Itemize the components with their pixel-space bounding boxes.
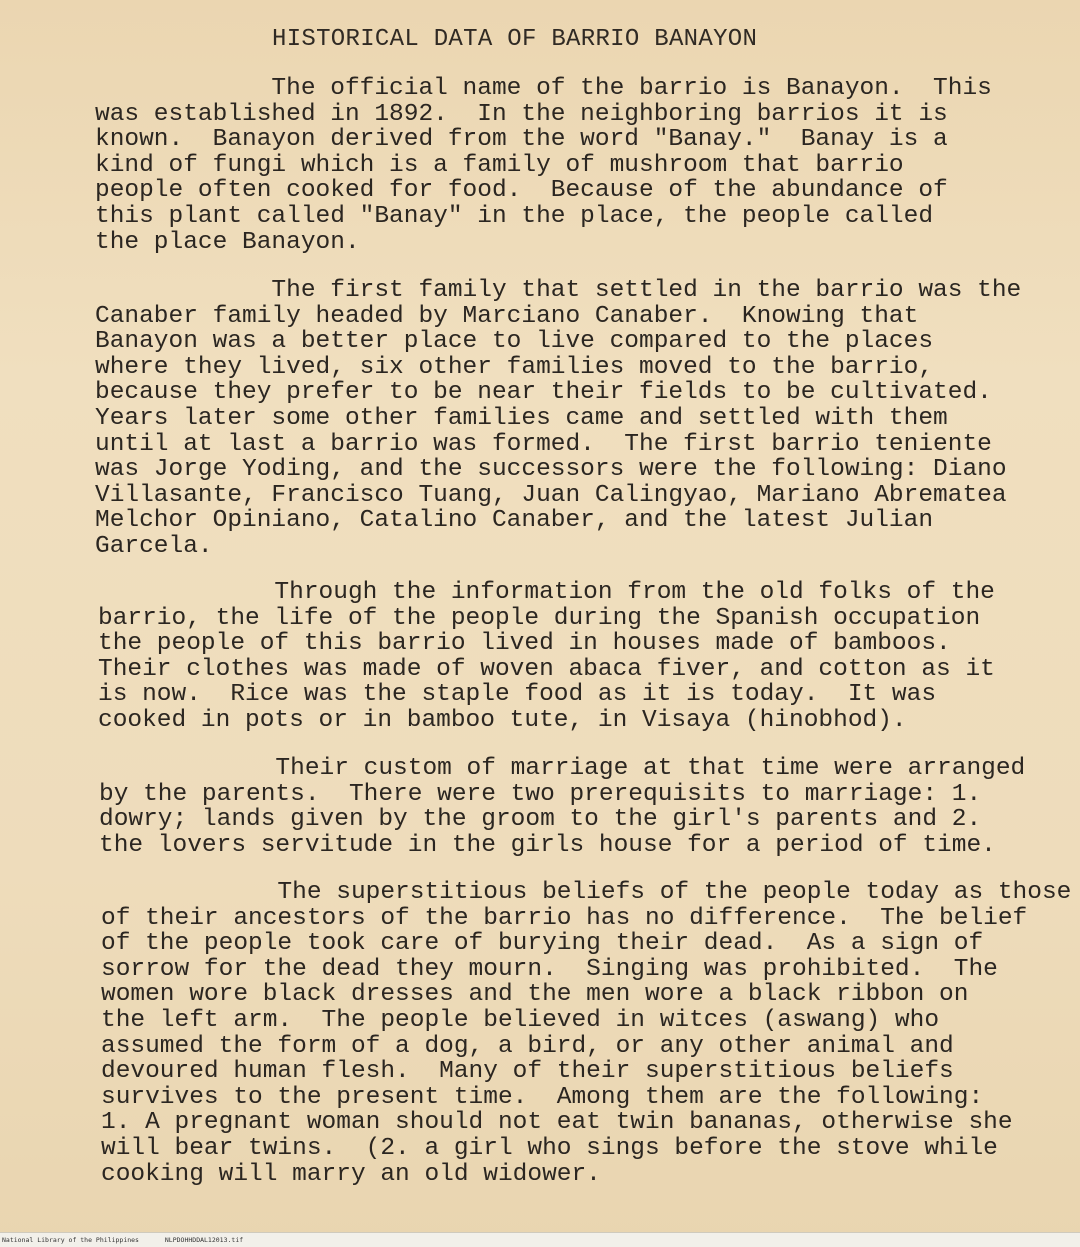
paragraph-marriage-customs: Their custom of marriage at that time were arranged by the parents. There were two prerequisits to marriage: 1. dowry; lands given by the groom to the girl's parents and 2. the lovers servitude in the girls house for a period of time. [99, 755, 1026, 859]
paragraph-superstitious-beliefs: The superstitious beliefs of the people today as those of their ancestors of the barrio has no difference. The belief of the people took care of burying their dead. As a sign of sorrow for the dead they mourn. Singing was prohibited. The women wore black dresses and the men wore a black ribbon on the left arm. The people believed in witces (aswang) who assumed the form of a dog, a bird, or any other animal and devoured human flesh. Many of their superstitious beliefs survives to the present time. Among them are the following: 1. A pregnant woman should not eat twin bananas, otherwise she will bear twins. (2. a girl who sings before the stove while cooking will marry an old widower. [101, 879, 1072, 1188]
paragraph-spanish-occupation: Through the information from the old folks of the barrio, the life of the people during the Spanish occupation the people of this barrio lived in houses made of bamboos. Their clothes was made of woven abaca fiver, and cotton as it is now. Rice was the staple food as it is today. It was cooked in pots or in bamboo tute, in Visaya (hinobhod). [98, 579, 995, 734]
document-title: HISTORICAL DATA OF BARRIO BANAYON [272, 26, 758, 53]
footer-institution: National Library of the Philippines [2, 1236, 139, 1244]
footer-file-id: NLPDOHHDDAL12013.tif [164, 1236, 244, 1244]
scan-footer [0, 1232, 1080, 1247]
paragraph-first-settlers: The first family that settled in the barrio was the Canaber family headed by Marciano Canaber. Knowing that Banayon was a better place to live compared to the places where they lived, six other families moved to the barrio, because they prefer to be near their fields to be cultivated. Years later some other families came and settled with them until at last a barrio was formed. The first barrio teniente was Jorge Yoding, and the successors were the following: Diano Villasante, Francisco Tuang, Juan Calingyao, Mariano Abrematea Melchor Opiniano, Catalino Canaber, and the latest Julian Garcela. [95, 277, 1022, 560]
paragraph-origin-of-name: The official name of the barrio is Banayon. This was established in 1892. In the neighboring barrios it is known. Banayon derived from the word "Banay." Banay is a kind of fungi which is a family of mushroom that barrio people often cooked for food. Because of the abundance of this plant called "Banay" in the place, the people called the place Banayon. [95, 75, 992, 256]
